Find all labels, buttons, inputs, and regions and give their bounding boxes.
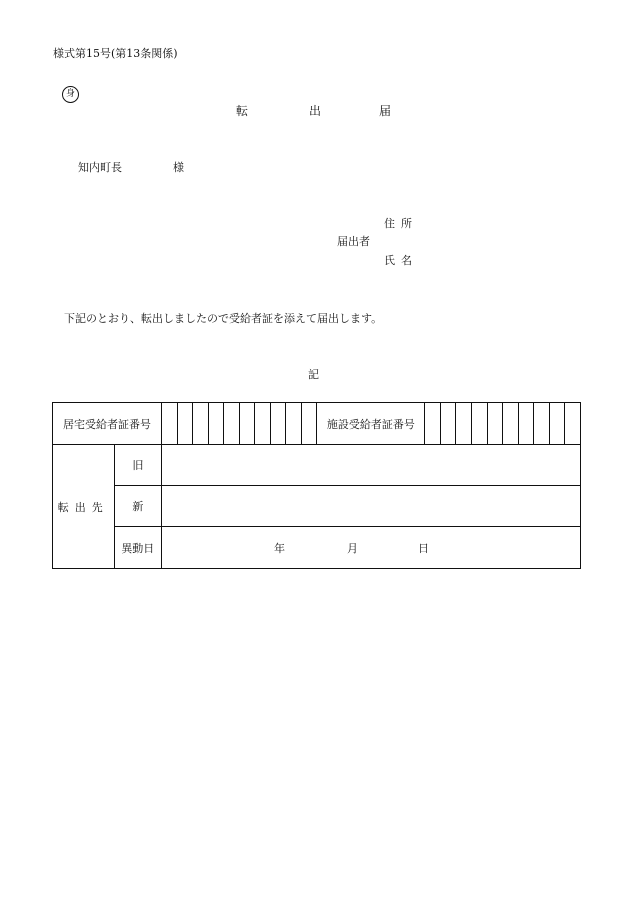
disability-mark-icon: 身 — [62, 86, 79, 103]
addressee-name: 知内町長 — [78, 161, 122, 174]
home-cert-digit-cell[interactable] — [270, 403, 286, 445]
facility-cert-digit-cell[interactable] — [503, 403, 519, 445]
move-date-field[interactable] — [162, 527, 581, 569]
old-destination-field[interactable] — [162, 445, 581, 486]
new-destination-row — [53, 486, 581, 527]
facility-cert-digit-cell[interactable] — [472, 403, 488, 445]
new-label: 新 — [114, 486, 161, 527]
address-label: 住所 — [384, 217, 418, 230]
home-cert-digit-cell[interactable] — [286, 403, 302, 445]
home-cert-digit-cell[interactable] — [193, 403, 209, 445]
facility-cert-label: 施設受給者証番号 — [317, 403, 425, 445]
month-label: 月 — [347, 541, 359, 555]
title-char-2: 出 — [309, 104, 322, 118]
facility-cert-digit-cell[interactable] — [565, 403, 581, 445]
relocation-form-table — [52, 402, 581, 569]
facility-cert-digit-cell[interactable] — [487, 403, 503, 445]
move-date-label: 異動日 — [114, 527, 161, 569]
addressee-honorific: 様 — [173, 161, 184, 174]
home-cert-digit-cell[interactable] — [177, 403, 193, 445]
home-cert-digit-cell[interactable] — [301, 403, 317, 445]
cert-number-row — [53, 403, 581, 445]
notifier-label: 届出者 — [337, 235, 370, 248]
home-cert-digit-cell[interactable] — [224, 403, 240, 445]
title-char-1: 転 — [236, 104, 249, 118]
home-cert-digit-cell[interactable] — [239, 403, 255, 445]
facility-cert-digit-cell[interactable] — [518, 403, 534, 445]
year-label: 年 — [274, 541, 286, 555]
ki-heading: 記 — [308, 368, 319, 381]
home-cert-label: 居宅受給者証番号 — [53, 403, 162, 445]
day-label: 日 — [418, 541, 430, 555]
facility-cert-digit-cell[interactable] — [456, 403, 472, 445]
old-destination-row — [53, 445, 581, 486]
old-label: 旧 — [114, 445, 161, 486]
facility-cert-digit-cell[interactable] — [534, 403, 550, 445]
destination-label: 転出先 — [53, 445, 115, 569]
facility-cert-digit-cell[interactable] — [549, 403, 565, 445]
move-date-row — [53, 527, 581, 569]
facility-cert-digit-cell[interactable] — [425, 403, 441, 445]
home-cert-digit-cell[interactable] — [255, 403, 271, 445]
statement-text: 下記のとおり、転出しましたので受給者証を添えて届出します。 — [64, 312, 383, 325]
new-destination-field[interactable] — [162, 486, 581, 527]
title-char-3: 届 — [379, 104, 392, 118]
home-cert-digit-cell[interactable] — [162, 403, 178, 445]
home-cert-digit-cell[interactable] — [208, 403, 224, 445]
name-label: 氏名 — [384, 254, 418, 267]
form-number: 様式第15号(第13条関係) — [53, 47, 178, 60]
facility-cert-digit-cell[interactable] — [440, 403, 456, 445]
